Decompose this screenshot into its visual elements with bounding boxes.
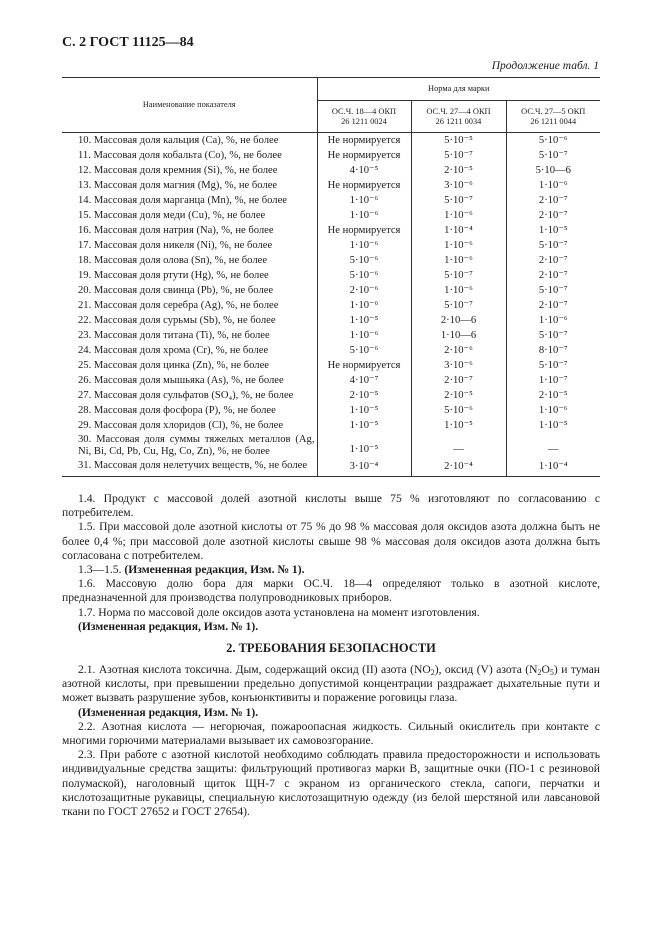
row-value: 5·10⁻⁷ <box>506 358 600 373</box>
row-value: Не нормируется <box>317 178 411 193</box>
row-value: 5·10⁻⁵ <box>411 133 506 149</box>
row-value: 5·10⁻⁷ <box>506 283 600 298</box>
row-value: 2·10⁻⁷ <box>506 298 600 313</box>
row-value: 5·10⁻⁶ <box>317 343 411 358</box>
table-row <box>62 178 600 193</box>
row-value: 1·10⁻⁴ <box>411 223 506 238</box>
row-value: 5·10⁻⁷ <box>506 148 600 163</box>
row-value: 1·10⁻⁶ <box>411 283 506 298</box>
table-row <box>62 283 600 298</box>
row-value: 2·10⁻⁵ <box>411 163 506 178</box>
row-value: 5·10⁻⁶ <box>506 133 600 149</box>
row-value: 1·10⁻⁵ <box>317 418 411 433</box>
table-row <box>62 223 600 238</box>
table-row <box>62 133 600 149</box>
table-row <box>62 208 600 223</box>
row-value: 1·10⁻⁷ <box>506 373 600 388</box>
section-title: 2. ТРЕБОВАНИЯ БЕЗОПАСНОСТИ <box>226 641 436 655</box>
table-row <box>62 163 600 178</box>
row-value: 8·10⁻⁷ <box>506 343 600 358</box>
table-row <box>62 268 600 283</box>
table-row <box>62 373 600 388</box>
row-name: 27. Массовая доля сульфатов (SO₄), %, не более <box>78 390 294 401</box>
row-value: 1·10⁻⁵ <box>317 313 411 328</box>
column-header-brand: ОС.Ч. 18—4 ОКП 26 1211 0024 <box>317 101 411 133</box>
row-name: 19. Массовая доля ртути (Hg), %, не более <box>78 270 269 281</box>
column-header-name: Наименование показателя <box>62 78 317 133</box>
row-name: 12. Массовая доля кремния (Si), %, не более <box>78 165 278 176</box>
row-value: 5·10⁻⁷ <box>411 268 506 283</box>
row-value: 2·10⁻⁷ <box>411 373 506 388</box>
paragraph-2-2: 2.2. Азотная кислота — негорючая, пожароопасная жидкость. Сильный окислитель при контакте с многими горючими материалами вызывает их самовозгорание. <box>62 719 600 748</box>
row-value: 2·10⁻⁵ <box>506 388 600 403</box>
row-name: 28. Массовая доля фосфора (P), %, не более <box>78 405 276 416</box>
row-value: 2·10⁻⁶ <box>317 283 411 298</box>
row-value: 5·10—6 <box>506 163 600 178</box>
table-row <box>62 313 600 328</box>
paragraph-2-3: 2.3. При работе с азотной кислотой необходимо соблюдать правила предосторожности и использовать индивидуальные средства защиты: фильтрующий противогаз марки В, защитные очки (ПО-1 с резиновой полумаской), наголовный щиток ЩН-7 с экраном из органического стекла, сапоги, перчатки и кислотозащитные рукавицы, специальную кислотозащитную одежду (из белой шерстяной или лавсановой ткани по ГОСТ 27652 и ГОСТ 27654). <box>62 748 600 819</box>
requirements-notes <box>62 492 600 634</box>
row-value: 2·10⁻⁷ <box>506 268 600 283</box>
row-name: 11. Массовая доля кобальта (Co), %, не более <box>78 150 282 161</box>
row-value: 1·10⁻⁶ <box>411 208 506 223</box>
row-value: 1·10⁻⁶ <box>506 403 600 418</box>
table-row <box>62 298 600 313</box>
row-name: 16. Массовая доля натрия (Na), %, не более <box>78 225 274 236</box>
row-value: 5·10⁻⁷ <box>411 148 506 163</box>
row-name: 26. Массовая доля мышьяка (As), %, не более <box>78 375 284 386</box>
row-value: 5·10⁻⁷ <box>506 328 600 343</box>
table-row <box>62 328 600 343</box>
table-row <box>62 388 600 403</box>
paragraph-1-6: 1.6. Массовую долю бора для марки ОС.Ч. 18—4 определяют только в азотной кислоте, предназначенной для производства полупроводниковых приборов. <box>62 577 600 605</box>
paragraph-1-5: 1.5. При массовой доле азотной кислоты от 75 % до 98 % массовая доля оксидов азота должна быть не более 0,4 %; при массовой доле азотной кислоты свыше 98 % массовая доля оксидов азота должна быть согласована с потребителем. <box>62 520 600 562</box>
paragraph-2-1: 2.1. Азотная кислота токсична. Дым, содержащий оксид (II) азота $(NO_2)$, оксид (V) азота $(N_2O_5)$ и туман азотной кислоты, при превышении предельно допустимой концентрации раздражает дыхательные пути и может вызвать разрушение зубов, конъюнктивиты и поражение роговицы глаза. <box>62 663 600 705</box>
table-row <box>62 418 600 433</box>
table-row <box>62 459 600 477</box>
row-value: 1·10⁻⁶ <box>411 253 506 268</box>
norms-table <box>62 77 600 477</box>
row-value: 3·10⁻⁴ <box>317 459 411 477</box>
paragraph-1-4: 1.4. Продукт с массовой долей азотной кислоты выше 75 % изготовляют по согласованию с потребителем. <box>62 492 600 520</box>
amendment-note: (Измененная редакция, Изм. № 1). <box>78 705 259 719</box>
row-value: 1·10⁻⁶ <box>317 328 411 343</box>
row-name: 20. Массовая доля свинца (Pb), %, не более <box>78 285 274 296</box>
row-value: 2·10⁻⁵ <box>317 388 411 403</box>
table-row <box>62 253 600 268</box>
row-value: 2·10⁻⁵ <box>411 388 506 403</box>
table-row <box>62 358 600 373</box>
row-value: — <box>411 433 506 459</box>
table-row <box>62 433 600 459</box>
row-name: 22. Массовая доля сурьмы (Sb), %, не более <box>78 315 276 326</box>
row-value: 1·10⁻⁴ <box>506 459 600 477</box>
row-value: 5·10⁻⁶ <box>411 403 506 418</box>
row-value: 2·10⁻⁶ <box>411 343 506 358</box>
row-name: 13. Массовая доля магния (Mg), %, не более <box>78 180 278 191</box>
row-value: 5·10⁻⁶ <box>317 268 411 283</box>
row-value: 1·10⁻⁵ <box>506 223 600 238</box>
row-name: 31. Массовая доля нелетучих веществ, %, не более <box>62 459 317 477</box>
row-name: 14. Массовая доля марганца (Mn), %, не более <box>78 195 287 206</box>
row-value: 1·10⁻⁵ <box>411 418 506 433</box>
row-value: 1·10⁻⁶ <box>317 298 411 313</box>
row-value: 2·10⁻⁴ <box>411 459 506 477</box>
row-value: 5·10⁻⁷ <box>506 238 600 253</box>
column-header-group: Норма для марки <box>317 78 600 101</box>
row-value: 2·10⁻⁷ <box>506 193 600 208</box>
row-name: 25. Массовая доля цинка (Zn), %, не более <box>78 360 269 371</box>
row-value: 1·10—6 <box>411 328 506 343</box>
row-value: 1·10⁻⁵ <box>506 418 600 433</box>
row-name: 15. Массовая доля меди (Cu), %, не более <box>78 210 266 221</box>
table-row <box>62 238 600 253</box>
row-name: 18. Массовая доля олова (Sn), %, не более <box>78 255 268 266</box>
row-name: 10. Массовая доля кальция (Ca), %, не более <box>78 135 279 146</box>
row-name: 30. Массовая доля суммы тяжелых металлов (Ag, Ni, Bi, Cd, Pb, Cu, Hg, Co, Zn), %, не более <box>78 434 315 457</box>
row-value: 5·10⁻⁶ <box>317 253 411 268</box>
row-name: 24. Массовая доля хрома (Cr), %, не более <box>78 345 269 356</box>
row-value: 4·10⁻⁵ <box>317 163 411 178</box>
row-name: 17. Массовая доля никеля (Ni), %, не более <box>78 240 273 251</box>
row-value: 1·10⁻⁶ <box>317 208 411 223</box>
column-header-brand: ОС.Ч. 27—5 ОКП 26 1211 0044 <box>506 101 600 133</box>
row-name: 29. Массовая доля хлоридов (Cl), %, не более <box>78 420 284 431</box>
row-name: 21. Массовая доля серебра (Ag), %, не более <box>78 300 279 311</box>
row-value: 1·10⁻⁶ <box>317 193 411 208</box>
row-value: 2·10⁻⁷ <box>506 208 600 223</box>
table-row <box>62 343 600 358</box>
row-value: 1·10⁻⁶ <box>506 178 600 193</box>
row-value: 3·10⁻⁶ <box>411 358 506 373</box>
table-row <box>62 193 600 208</box>
paragraph-1-3-amendment: 1.3—1.5. (Измененная редакция, Изм. № 1). <box>78 563 305 577</box>
row-value: 2·10⁻⁷ <box>506 253 600 268</box>
row-value: Не нормируется <box>317 358 411 373</box>
row-name: 23. Массовая доля титана (Ti), %, не более <box>78 330 270 341</box>
table-row <box>62 403 600 418</box>
amendment-note: (Измененная редакция, Изм. № 1). <box>78 619 259 633</box>
row-value: Не нормируется <box>317 223 411 238</box>
row-value: Не нормируется <box>317 148 411 163</box>
row-value: 5·10⁻⁷ <box>411 298 506 313</box>
safety-section <box>62 663 600 819</box>
row-value: 1·10⁻⁶ <box>411 238 506 253</box>
row-value: 1·10⁻⁵ <box>317 433 411 459</box>
row-value: 3·10⁻⁶ <box>411 178 506 193</box>
row-value: — <box>506 433 600 459</box>
table-continuation-label: Продолжение табл. 1 <box>491 60 599 72</box>
row-value: 5·10⁻⁷ <box>411 193 506 208</box>
paragraph-1-7: 1.7. Норма по массовой доле оксидов азота установлена на момент изготовления. <box>78 605 480 619</box>
row-value: 1·10⁻⁶ <box>317 238 411 253</box>
row-value: 1·10⁻⁶ <box>506 313 600 328</box>
table-row <box>62 148 600 163</box>
row-value: Не нормируется <box>317 133 411 149</box>
row-value: 4·10⁻⁷ <box>317 373 411 388</box>
page-header: С. 2 ГОСТ 11125—84 <box>62 35 194 50</box>
row-value: 2·10—6 <box>411 313 506 328</box>
column-header-brand: ОС.Ч. 27—4 ОКП 26 1211 0034 <box>411 101 506 133</box>
row-value: 1·10⁻⁵ <box>317 403 411 418</box>
